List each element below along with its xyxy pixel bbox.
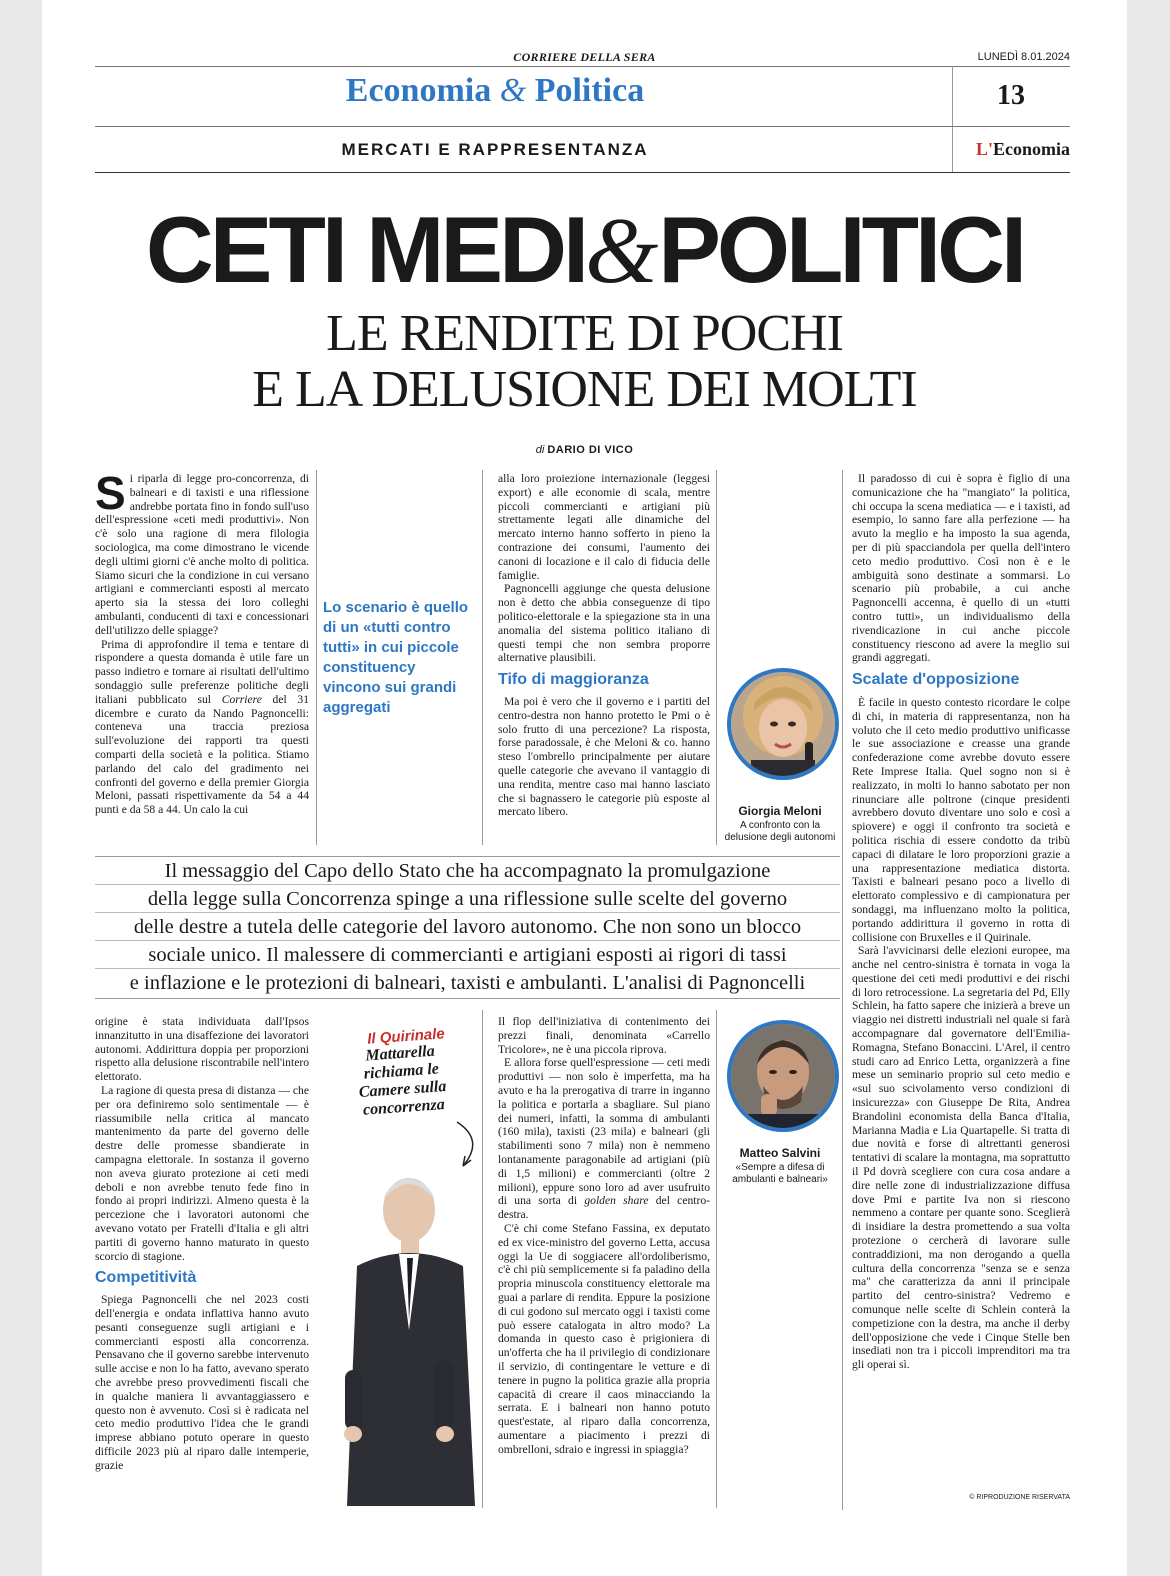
arrow-icon bbox=[427, 1118, 487, 1178]
newspaper-name: CORRIERE DELLA SERA bbox=[513, 50, 656, 64]
copyright: © RIPRODUZIONE RISERVATA bbox=[969, 1494, 1070, 1501]
article-column-3-bottom: Il flop dell'iniziativa di contenimento dei prezzi finali, denominata «Carrello Tricolore», ne è una piccola riprova. E allora forse quell'espressione — ceti medi produttivi — non solo è imperfetta, ma ha avuto e ha la prerogativa di trarre in inganno la politica e portarla a sbagliare. Sul piano dei numeri, infatti, la somma di ambulanti (160 mila), taxisti (23 mila) e balneari (gli stabilimenti sono 7 mila) non è nemmeno lontanamente paragonabile ad artigiani (più di 1,5 milioni) e commercianti (oltre 2 milioni), eppure sono loro ad aver usufruito di una sorta di golden share del centro-destra. C'è chi come Stefano Fassina, ex deputato ed ex vice-ministro del governo Letta, accusa oggi la Ue di soggiacere all'ordoliberismo, c'è chi più semplicemente si fa paladino della propria minuscola constituency elettorale ma guai a parlare di rendita. Eppure la posizione di cui godono sul mercato oggi i taxisti come può essere catalogata in altro modo? La domanda in questo caso è prigioniera di un'offerta che ha il privilegio di condizionare il servizio, di contingentare le vetture e di tenere in pugno la politica grazie alla propria capacità di creare il caos minacciando la serrata. E i balneari non hanno potuto quest'estate, al riparo dalla concorrenza, aumentare a piacimento i prezzi di ombrelloni, sdraio e ingressi in spiaggia? bbox=[498, 1015, 710, 1456]
salvini-photo bbox=[727, 1020, 839, 1132]
page-number: 13 bbox=[997, 80, 1025, 111]
summary-line: Il messaggio del Capo dello Stato che ha accompagnato la promulgazione bbox=[164, 860, 771, 882]
issue-date: LUNEDÌ 8.01.2024 bbox=[977, 51, 1070, 63]
newspaper-page bbox=[42, 0, 1127, 1576]
meloni-caption: A confronto con la delusione degli autonomi bbox=[724, 820, 836, 843]
subhead-competitivita: Competitività bbox=[95, 1269, 197, 1287]
section-title: Economia & Politica bbox=[345, 72, 645, 109]
salvini-caption: «Sempre a difesa di ambulanti e balneari» bbox=[732, 1162, 828, 1185]
pull-quote: Lo scenario è quello di un «tutti contro tutti» in cui piccole constituency vincono sui grandi aggregati bbox=[323, 599, 469, 716]
meloni-name: Giorgia Meloni bbox=[738, 804, 822, 818]
main-headline: CETI MEDI&POLITICI bbox=[145, 197, 1024, 303]
mattarella-photo bbox=[317, 1170, 479, 1506]
article-column-1-bottom: origine è stata individuata dall'Ipsos innanzitutto in una disaffezione dei lavoratori autonomi. Addirittura doppia per proporzioni rispetto alla delusione riscontrabile nell'intero elettorato. La ragione di questa presa di distanza — che per ora definiremo solo sentimentale — è riassumibile nella critica al mancato mantenimento da parte del governo delle destre delle promesse sbandierate in campagna elettorale. In sostanza il governo non aveva giurato protezione ai ceti medi deboli e non avrebbe tenuto fede fino in fondo ai propri indirizzi. Almeno questa è la percezione che i lavoratori autonomi che avevano votato per Fratelli d'Italia e gli altri partiti di governo hanno maturato in questo scorcio di stagione. Competitività Spiega Pagnoncelli che nel 2023 costi dell'energia e ondata inflattiva hanno avuto pesanti conseguenze sugli artigiani e i commercianti esposti alla concorrenza. Pensavano che il governo sarebbe intervenuto sulle accise e non lo ha fatto, avevano sperato che avrebbe preso provvedimenti fiscali che in qualche maniera li avvantaggiassero e questo non è avvenuto. Così si è radicata nel ceto medio produttivo l'idea che le grandi imprese abbiano potuto operare in questo difficile 2023 più al riparo dalle intemperie, grazie bbox=[95, 1015, 309, 1472]
quirinale-label: Il Quirinale bbox=[366, 1025, 446, 1048]
article-column-4: Il paradosso di cui è sopra è figlio di una comunicazione che ha "mangiato" la politica, chi occupa la scena mediatica — e i taxisti, ad esempio, lo sanno fare alla perfezione — ha avuto la meglio e ha imposto la sua agenda, per di più spacciandola per quella dell'intero ceto medio produttivo. Così non è e le ambiguità sono destinate a sommarsi. Lo scenario più probabile, a cui anche Pagnoncelli accenna, è quello di un «tutti contro tutti», un individualismo della rivendicazione in cui anche piccole constituency riescono ad avere la meglio sui grandi aggregati. Scalate d'opposizione È facile in questo contesto ricordare le colpe di chi, in materia di rappresentanza, non ha voluto che il ceto medio produttivo unificasse le sue associazione e creasse una grande confederazione come avrebbe dovuto essere Rete Imprese Italia. Quel sogno non si è realizzato, in molti lo hanno sabotato per non rinunciare alle poltrone (cinque presidenti avrebbero dovuto diventare uno solo e così a spiovere) e oggi il confronto tra società e politica rischia di essere condotto da tribù capaci di dilatare le loro proporzioni grazie a una rappresentazione mediatica distorta. Taxisti e balneari pesano poco a livello di elettorato complessivo e di campionatura per sondaggi, ma influenzano molto la politica, portando addirittura il governo in rotta di collisione con Bruxelles e il Quirinale. Sarà l'avvicinarsi delle elezioni europee, ma anche nel centro-sinistra è tornata in voga la questione dei ceti medi produttivi e dei rischi di loro retrocessione. La segretaria del Pd, Elly Schlein, ha fatto sapere che inizierà a breve un viaggio nei distretti industriali nel quale si farà accompagnare dal governatore dell'Emilia-Romagna, Stefano Bonaccini. L'Arel, il centro studi caro ad Enrico Letta, organizzerà a fine mese un seminario proprio sul ceto medio e «sul suo scivolamento verso condizioni di insicurezza» con Giuseppe De Rita, Andrea Brandolini economista della Banca d'Italia, Marianna Madia e Lia Quartapelle. Si tratta di due novità e forse di altrettanti generosi tentativi di scalare la montagna, ma soprattutto il Pd dovrà scegliere con cura cosa andare a dire nelle zone di industrializzazione diffusa dove Pmi e partite Iva non si riescono nemmeno a contare per quante sono. Sceglierà di insidiare la destra promettendo a sua volta protezione o cercherà di lavorare sulle contraddizioni, ma non derogando a quella cultura della concorrenza "senza se e senza ma" che caratterizza da anni il principale partito del centro-sinistra? Vedremo e comunque nelle scelte di Schlein conterà la competizione con la destra, ma anche il derby dell'opposizione che vede i Cinque Stelle ben insediati non tra i piccoli imprenditori ma tra gli operai sì. bbox=[852, 472, 1070, 1372]
section-kicker: MERCATI E RAPPRESENTANZA bbox=[341, 140, 649, 159]
summary-box bbox=[95, 857, 840, 997]
salvini-name: Matteo Salvini bbox=[739, 1146, 821, 1160]
summary-line: sociale unico. Il malessere di commercianti e artigiani esposti ai rigori di tassi bbox=[148, 944, 787, 966]
article-column-1-top: Si riparla di legge pro-concorrenza, di balneari e di taxisti e una riflessione andrebbe portata fino in fondo sull'uso dell'espressione «ceti medi produttivi». Non c'è solo una ragione di mera filologia sociologica, ma come dimostrano le vicende degli ultimi giorni c'è anche molto di politica. Siamo sicuri che la condizione in cui versano artigiani e commercianti esposti al mercato aperto sia la stessa dei loro colleghi ambulanti, conducenti di taxi e concessionari dell'utilizzo delle spiagge? Prima di approfondire il tema e tentare di rispondere a questa domanda è utile fare un passo indietro e tornare ai risultati dell'ultimo sondaggio sulle preferenze politiche degli italiani pubblicato sul Corriere del 31 dicembre e curato da Nando Pagnoncelli: conteneva una traccia preziosa sull'evoluzione dei rapporti tra questi comparti della società e la politica. Stiamo parlando del calo del gradimento nei confronti del governo e della premier Giorgia Meloni, passati rispettivamente da 54 a 44 punti e da 58 a 44. Un calo la cui bbox=[95, 472, 309, 817]
sub-headline-2: E LA DELUSIONE DEI MOLTI bbox=[252, 361, 917, 418]
quirinale-headline: Mattarella richiama le Camere sulla concorrenza bbox=[358, 1042, 447, 1119]
subhead-scalate: Scalate d'opposizione bbox=[852, 671, 1020, 689]
meloni-photo bbox=[727, 668, 839, 780]
subhead-tifo: Tifo di maggioranza bbox=[498, 671, 649, 689]
drop-cap: S bbox=[95, 472, 126, 519]
summary-line: della legge sulla Concorrenza spinge a una riflessione sulle scelte del governo bbox=[147, 888, 788, 910]
summary-line: e inflazione e le protezioni di balneari, taxisti e ambulanti. L'analisi di Pagnoncelli bbox=[129, 972, 806, 994]
sub-headline-1: LE RENDITE DI POCHI bbox=[326, 305, 843, 362]
article-column-3-top: alla loro proiezione internazionale (leggesi export) e alle economie di scala, mentre piccoli commercianti e artigiani più strettamente legati alle dinamiche del mercato interno hanno sofferto in pieno la contrazione dei consumi, l'aumento dei canoni di locazione e il calo di fiducia delle famiglie. Pagnoncelli aggiunge che questa delusione non è detto che abbia conseguenze di tipo politico-elettorale e la spiegazione sta in una anomalia del sistema politico italiano di questi tempi che non sembra proporre alternative plausibili. Tifo di maggioranza Ma poi è vero che il governo e i partiti del centro-destra non hanno protetto le Pmi o è solo frutto di una percezione? La risposta, forse paradossale, è che Meloni & co. hanno steso l'ombrello principalmente per aiutare quelle categorie che avevano il vantaggio di una rendita, mentre caso mai hanno lasciato che si bagnassero le categorie più esposte al mercato libero. bbox=[498, 472, 710, 819]
brand-logo: L'Economia bbox=[975, 139, 1070, 159]
summary-line: delle destre a tutela delle categorie del lavoro autonomo. Che non sono un blocco bbox=[133, 916, 802, 938]
byline: di DARIO DI VICO bbox=[535, 444, 634, 456]
